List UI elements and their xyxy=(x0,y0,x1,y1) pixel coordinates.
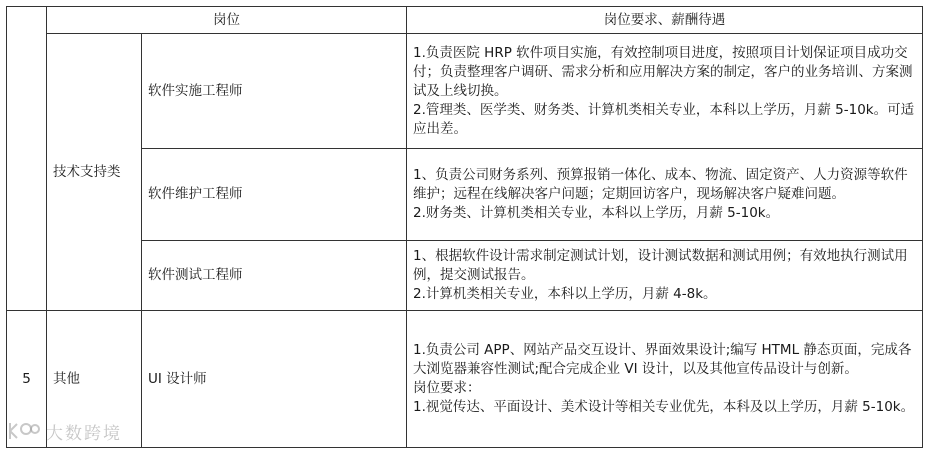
table-row xyxy=(7,149,923,241)
desc-line: 岗位要求： xyxy=(413,380,481,396)
role-desc xyxy=(407,241,923,311)
desc-line: 1.负责医院 HRP 软件项目实施，有效控制项目进度，按照项目计划保证项目成功交付；负责整理客户调研、需求分析和应用解决方案的制定，客户的业务培训、方案测试及上线切换。 xyxy=(413,44,913,99)
desc-line: 1、负责公司财务系列、预算报销一体化、成本、物流、固定资产、人力资源等软件维护；远程在线解决客户问题；定期回访客户，现场解决客户疑难问题。 xyxy=(413,167,908,202)
row-number: 5 xyxy=(7,311,47,448)
desc-line: 1、根据软件设计需求制定测试计划，设计测试数据和测试用例；有效地执行测试用例，提交测试报告。 xyxy=(413,248,908,283)
header-position: 岗位 xyxy=(47,7,407,34)
table-row xyxy=(7,311,923,448)
role-title: 软件维护工程师 xyxy=(142,149,407,241)
desc-line: 1.视觉传达、平面设计、美术设计等相关专业优先，本科及以上学历，月薪 5-10k。 xyxy=(413,399,915,415)
desc-line: 2.计算机类相关专业，本科以上学历，月薪 4-8k。 xyxy=(413,286,717,302)
role-desc xyxy=(407,34,923,149)
table-header-row xyxy=(7,7,923,34)
table-row xyxy=(7,241,923,311)
watermark-text: 大数跨境 xyxy=(46,423,122,444)
category-cell: 技术支持类 xyxy=(47,34,142,311)
role-title: 软件实施工程师 xyxy=(142,34,407,149)
category-cell: 其他 xyxy=(47,311,142,448)
role-desc xyxy=(407,311,923,448)
role-desc xyxy=(407,149,923,241)
desc-line: 1.负责公司 APP、网站产品交互设计、界面效果设计;编写 HTML 静态页面，完成各大浏览器兼容性测试;配合完成企业 VI 设计，以及其他宣传品设计与创新。 xyxy=(413,342,912,377)
role-title: 软件测试工程师 xyxy=(142,241,407,311)
table-row xyxy=(7,34,923,149)
header-num-cell xyxy=(7,7,47,311)
job-table xyxy=(6,6,923,448)
header-requirements: 岗位要求、薪酬待遇 xyxy=(407,7,923,34)
desc-line: 2.财务类、计算机类相关专业，本科以上学历，月薪 5-10k。 xyxy=(413,205,780,221)
desc-line: 2.管理类、医学类、财务类、计算机类相关专业，本科以上学历，月薪 5-10k。可适应出差。 xyxy=(413,101,915,137)
role-title: UI 设计师 xyxy=(142,311,407,448)
